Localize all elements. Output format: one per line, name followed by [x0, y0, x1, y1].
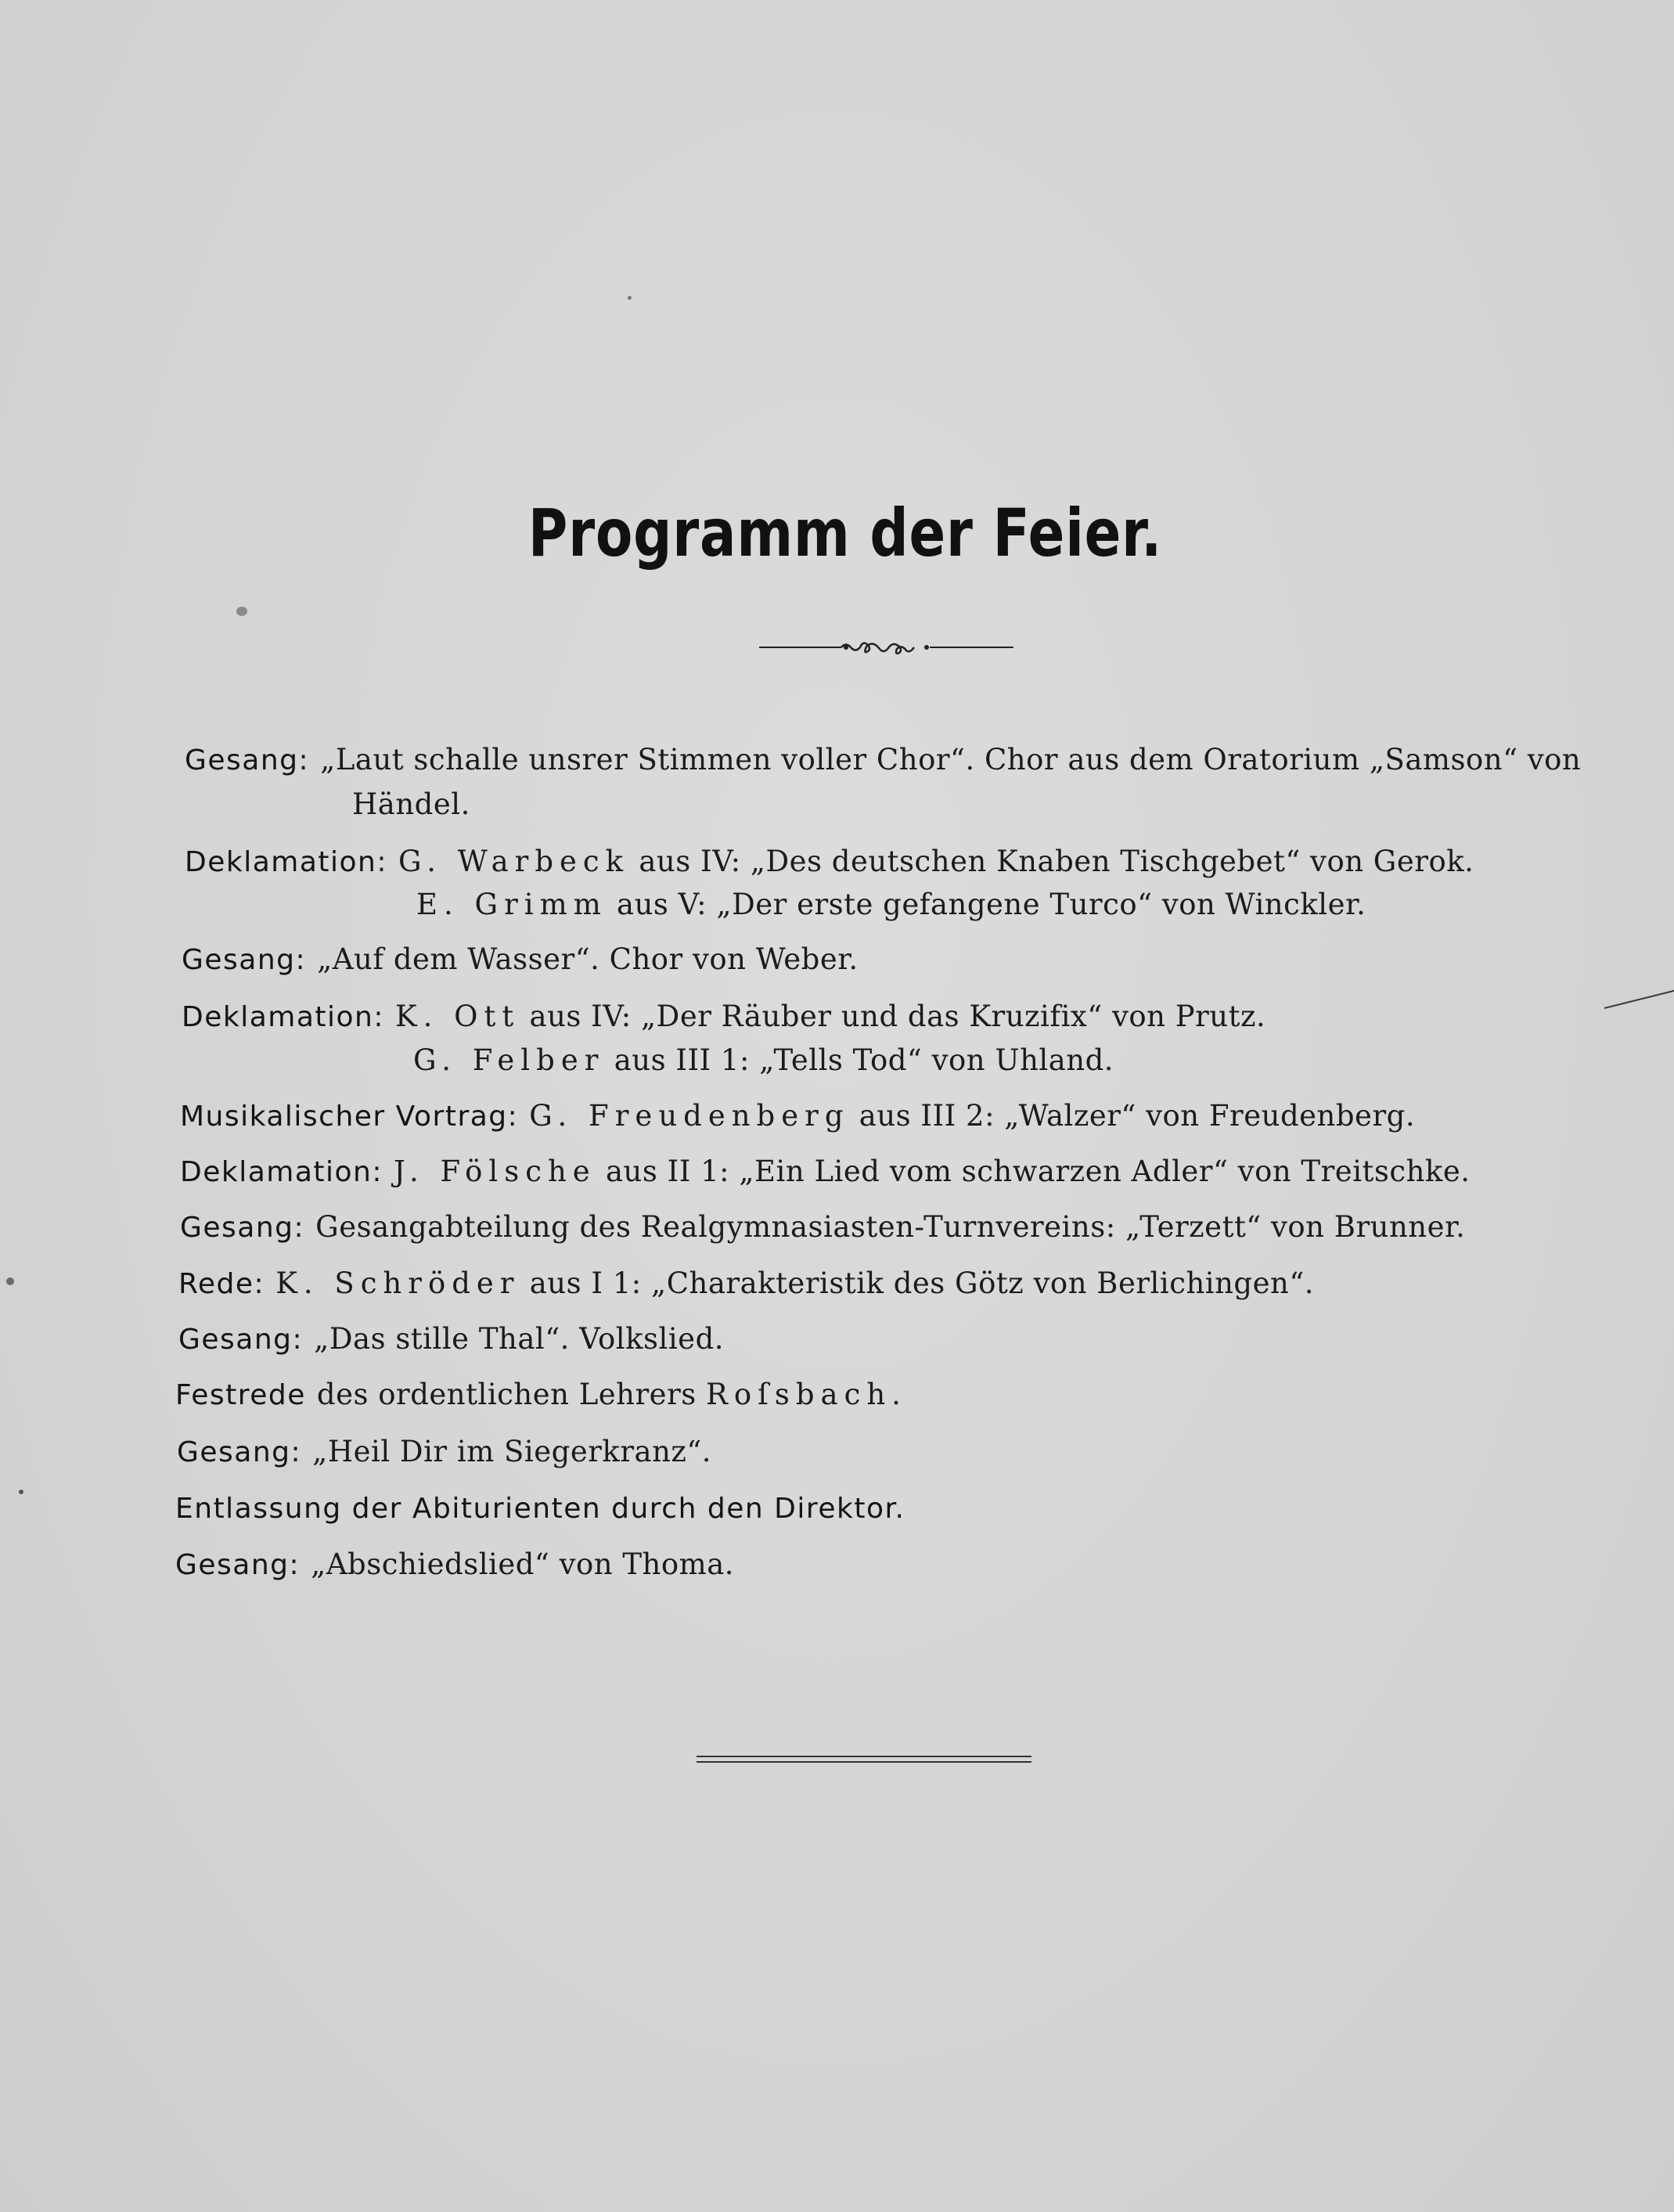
item-label: Rede:	[178, 1268, 265, 1300]
program-item-3	[182, 942, 859, 978]
speaker-name: Roſsbach.	[706, 1378, 907, 1411]
program-item-10	[175, 1377, 907, 1414]
item-text: aus IV: „Des deutschen Knaben Tischgebet“ von Gerok.	[639, 845, 1474, 878]
page-title: Programm der Feier.	[527, 495, 1163, 571]
performer-name: J. Fölsche	[394, 1155, 596, 1188]
performer-name: K. Schröder	[275, 1266, 520, 1300]
paper-speck	[6, 1277, 14, 1285]
item-label: Musikalischer Vortrag:	[180, 1101, 519, 1133]
item-label: Gesang:	[175, 1549, 301, 1581]
item-label: Festrede	[175, 1379, 306, 1411]
item-text: „Laut schalle unsrer Stimmen voller Chor“. Chor aus dem Oratorium „Samson“ von	[320, 743, 1582, 776]
item-text: „Abschiedslied“ von Thoma.	[311, 1547, 735, 1581]
performer-name: G. Freudenberg	[529, 1099, 850, 1133]
item-label: Deklamation:	[185, 846, 387, 878]
item-text: Gesangabteilung des Realgymnasiasten-Turnvereins: „Terzett“ von Brunner.	[315, 1210, 1466, 1244]
item-text: aus II 1: „Ein Lied vom schwarzen Adler“ von Treitschke.	[605, 1155, 1471, 1188]
paper-speck	[628, 296, 632, 300]
item-label: Gesang:	[185, 744, 310, 776]
item-text: aus III 1: „Tells Tod“ von Uhland.	[614, 1043, 1114, 1077]
paper-speck	[19, 1490, 23, 1494]
program-item-4	[182, 999, 1265, 1036]
item-text: des ordentlichen Lehrers	[316, 1378, 697, 1411]
program-item-13	[175, 1547, 734, 1583]
item-text: aus III 2: „Walzer“ von Freudenberg.	[859, 1099, 1416, 1133]
program-item-6	[180, 1154, 1471, 1191]
item-text: aus IV: „Der Räuber und das Kruzifix“ von Prutz.	[529, 1000, 1266, 1033]
item-text: „Auf dem Wasser“. Chor von Weber.	[317, 942, 859, 976]
program-item-11	[177, 1434, 711, 1471]
performer-name: G. Felber	[413, 1043, 605, 1077]
item-text: „Das stille Thal“. Volkslied.	[314, 1322, 725, 1356]
item-label: Gesang:	[180, 1212, 305, 1244]
item-label: Gesang:	[182, 944, 307, 976]
item-text: aus V: „Der erste gefangene Turco“ von Winckler.	[617, 888, 1366, 921]
program-item-2	[185, 844, 1474, 881]
item-label: Entlassung der Abiturienten durch den Direktor.	[175, 1493, 905, 1525]
closing-rule-bottom	[697, 1761, 1031, 1763]
program-item-1	[185, 742, 1581, 779]
item-text: Händel.	[352, 787, 470, 821]
performer-name: G. Warbeck	[398, 845, 630, 878]
program-item-8	[178, 1266, 1314, 1302]
program-item-12	[175, 1490, 916, 1527]
item-label: Gesang:	[178, 1324, 304, 1356]
item-text: „Heil Dir im Siegerkranz“.	[312, 1435, 712, 1468]
performer-name: E. Grimm	[416, 888, 607, 921]
performer-name: K. Ott	[395, 1000, 520, 1033]
program-item-2-continued	[416, 887, 1366, 923]
program-item-5	[180, 1098, 1415, 1135]
program-item-1-continued	[352, 787, 470, 823]
closing-rule-top	[697, 1756, 1031, 1757]
program-item-7	[180, 1209, 1465, 1246]
item-text: aus I 1: „Charakteristik des Götz von Berlichingen“.	[529, 1266, 1315, 1300]
item-label: Gesang:	[177, 1436, 302, 1468]
paper-speck	[236, 607, 247, 616]
item-label: Deklamation:	[182, 1001, 384, 1033]
program-item-9	[178, 1321, 724, 1358]
program-item-4-continued	[413, 1043, 1114, 1079]
item-label: Deklamation:	[180, 1156, 383, 1188]
